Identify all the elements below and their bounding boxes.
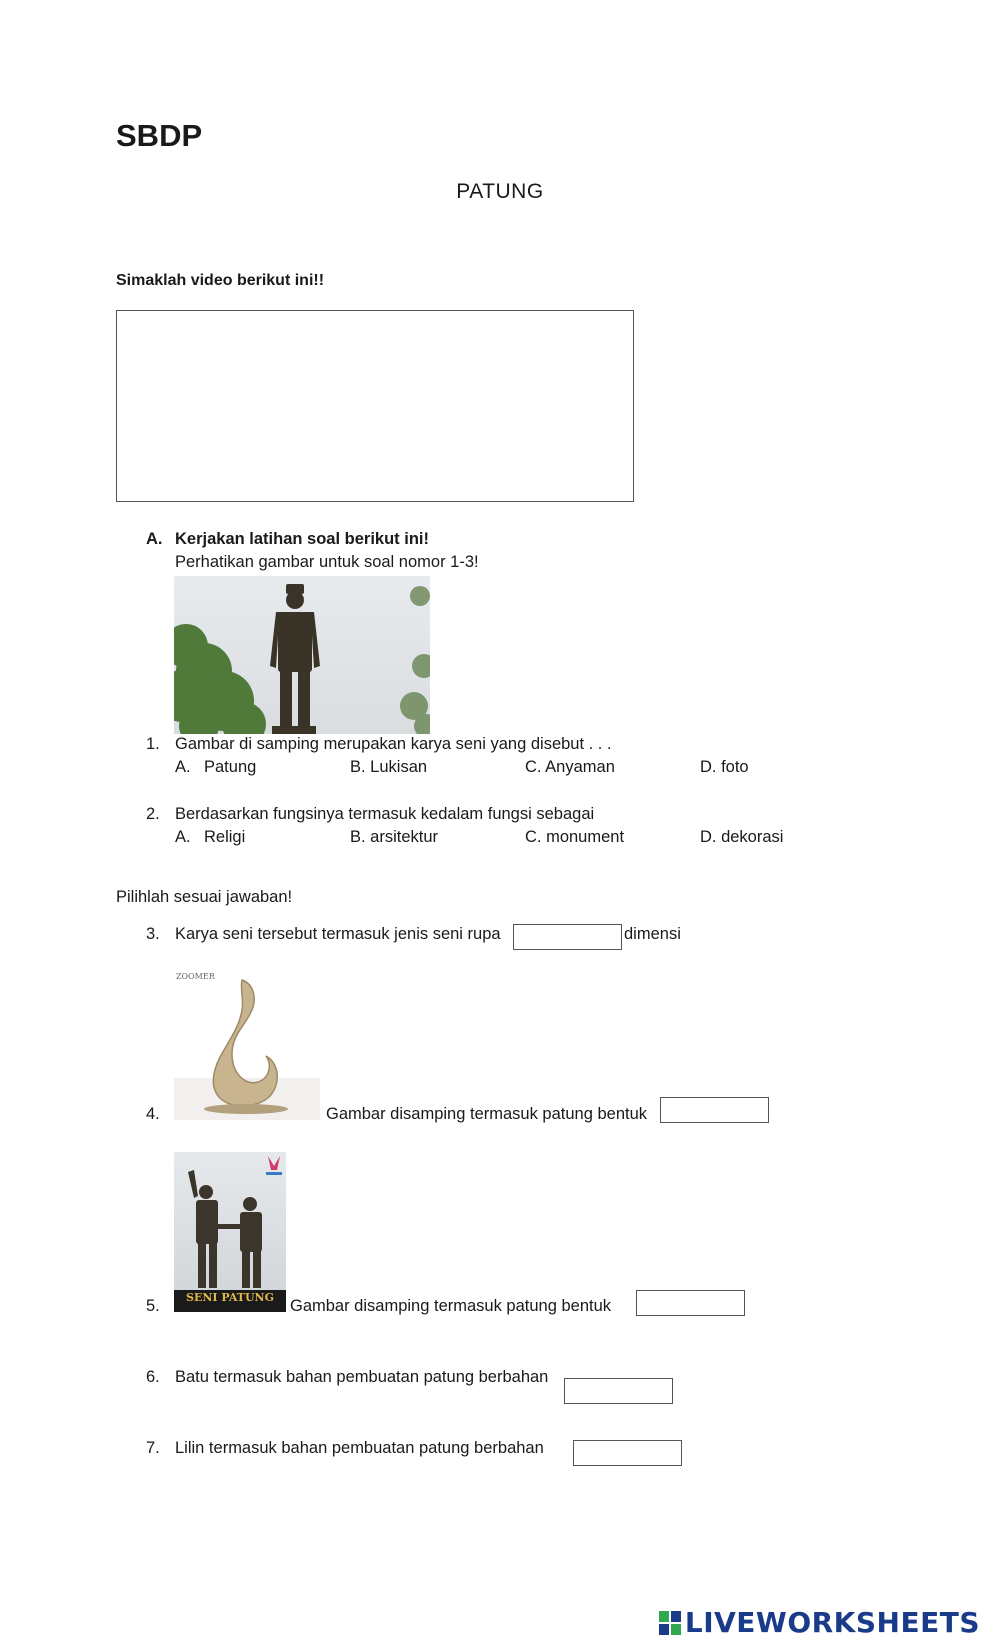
q1-option-d[interactable]: D. foto xyxy=(700,758,749,776)
q3-number: 3. xyxy=(146,925,160,943)
q1-number: 1. xyxy=(146,735,160,753)
logo-grid-icon xyxy=(659,1611,681,1635)
q5-answer-field[interactable] xyxy=(636,1290,745,1316)
q3-text: Karya seni tersebut termasuk jenis seni rupa xyxy=(175,925,501,943)
q4-number: 4. xyxy=(146,1105,160,1123)
q6-text: Batu termasuk bahan pembuatan patung berbahan xyxy=(175,1368,549,1386)
q3-answer-field[interactable] xyxy=(513,924,622,950)
q6-number: 6. xyxy=(146,1368,160,1386)
q1-option-a-letter[interactable]: A. xyxy=(175,758,191,776)
q7-text: Lilin termasuk bahan pembuatan patung berbahan xyxy=(175,1439,544,1457)
q2-option-d[interactable]: D. dekorasi xyxy=(700,828,784,846)
section-a-letter: A. xyxy=(146,530,163,548)
section-a-note: Perhatikan gambar untuk soal nomor 1-3! xyxy=(175,553,479,571)
q6-answer-field[interactable] xyxy=(564,1378,673,1404)
video-instruction: Simaklah video berikut ini!! xyxy=(116,272,325,289)
q7-answer-field[interactable] xyxy=(573,1440,682,1466)
liveworksheets-logo xyxy=(659,1606,980,1639)
q2-option-a-letter[interactable]: A. xyxy=(175,828,191,846)
q4-text: Gambar disamping termasuk patung bentuk xyxy=(326,1105,648,1123)
q3-suffix: dimensi xyxy=(624,925,681,943)
q7-number: 7. xyxy=(146,1439,160,1457)
video-embed[interactable] xyxy=(116,310,634,502)
q5-image-caption: SENI PATUNG xyxy=(186,1291,274,1304)
logo-text: LIVEWORKSHEETS xyxy=(684,1606,980,1639)
q4-answer-field[interactable] xyxy=(660,1097,769,1123)
page-title: SBDP xyxy=(116,118,203,153)
statue-photo xyxy=(174,576,430,734)
q5-text: Gambar disamping termasuk patung bentuk xyxy=(290,1297,612,1315)
q1-option-a[interactable]: Patung xyxy=(204,758,257,776)
q1-option-c[interactable]: C. Anyaman xyxy=(525,758,615,776)
q2-option-c[interactable]: C. monument xyxy=(525,828,625,846)
two-figure-statue-photo xyxy=(174,1152,286,1312)
abstract-sculpture-photo xyxy=(174,970,320,1120)
page-subtitle: PATUNG xyxy=(456,180,544,203)
q1-option-b[interactable]: B. Lukisan xyxy=(350,758,428,776)
q2-number: 2. xyxy=(146,805,160,823)
q2-option-b[interactable]: B. arsitektur xyxy=(350,828,439,846)
q2-option-a[interactable]: Religi xyxy=(204,828,246,846)
q4-image-caption: ZOOMER xyxy=(176,972,215,981)
section-a-heading: Kerjakan latihan soal berikut ini! xyxy=(175,530,429,548)
q5-number: 5. xyxy=(146,1297,160,1315)
q2-text: Berdasarkan fungsinya termasuk kedalam fungsi sebagai xyxy=(175,805,595,823)
q1-text: Gambar di samping merupakan karya seni yang disebut . . . xyxy=(175,735,612,753)
choose-prompt: Pilihlah sesuai jawaban! xyxy=(116,888,293,906)
